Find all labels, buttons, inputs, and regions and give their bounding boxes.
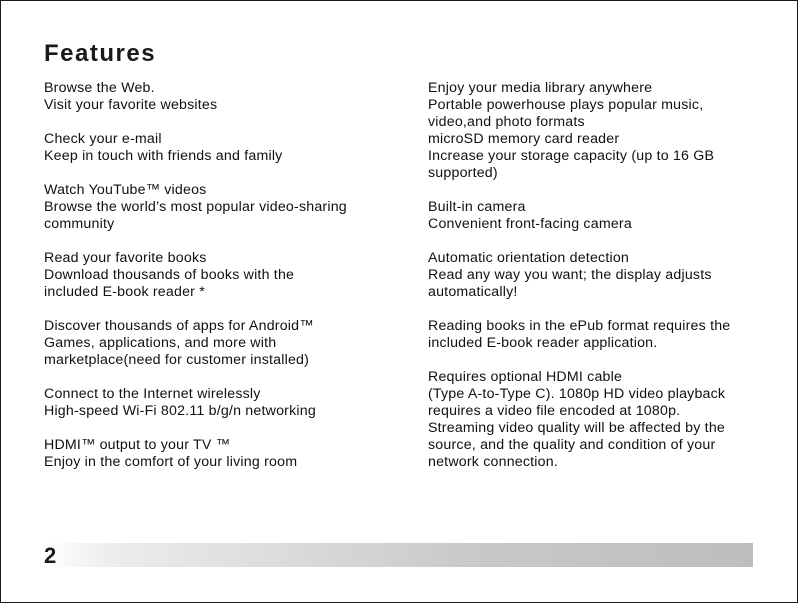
feature-line: Read any way you want; the display adjusts xyxy=(428,267,712,283)
feature-description: Browse the world’s most popular video-sharing xyxy=(44,199,347,215)
feature-line: included E-book reader application. xyxy=(428,335,658,351)
feature-description: High-speed Wi-Fi 802.11 b/g/n networking xyxy=(44,403,316,419)
feature-heading: HDMI™ output to your TV ™ xyxy=(44,437,231,453)
footer-gradient-bar xyxy=(44,543,753,567)
feature-heading: Connect to the Internet wirelessly xyxy=(44,386,261,402)
feature-heading: Check your e-mail xyxy=(44,131,162,147)
feature-description: community xyxy=(44,216,115,232)
feature-block-hdmi-note xyxy=(428,369,773,471)
feature-block-hdmi xyxy=(44,437,389,471)
feature-heading: Read your favorite books xyxy=(44,250,207,266)
feature-line: Built-in camera xyxy=(428,199,526,215)
feature-line: video,and photo formats xyxy=(428,114,585,130)
feature-block-media xyxy=(428,80,773,182)
page-number: 2 xyxy=(44,543,57,568)
feature-block-email xyxy=(44,131,389,165)
features-left-column xyxy=(44,80,389,488)
feature-line: automatically! xyxy=(428,284,518,300)
feature-line: Streaming video quality will be affected by the xyxy=(428,420,725,436)
feature-block-apps xyxy=(44,318,389,369)
feature-line: Automatic orientation detection xyxy=(428,250,630,266)
feature-block-camera xyxy=(428,199,773,233)
feature-block-web xyxy=(44,80,389,114)
page-title: Features xyxy=(44,40,157,67)
feature-line: Convenient front-facing camera xyxy=(428,216,632,232)
feature-line: source, and the quality and condition of your xyxy=(428,437,716,453)
feature-description: Visit your favorite websites xyxy=(44,97,218,113)
feature-line: Increase your storage capacity (up to 16 GB xyxy=(428,148,715,164)
feature-heading: Discover thousands of apps for Android™ xyxy=(44,318,314,334)
feature-description: Enjoy in the comfort of your living room xyxy=(44,454,298,470)
feature-line: requires a video file encoded at 1080p. xyxy=(428,403,681,419)
feature-line: Portable powerhouse plays popular music, xyxy=(428,97,704,113)
feature-line: network connection. xyxy=(428,454,558,470)
feature-description: Keep in touch with friends and family xyxy=(44,148,283,164)
feature-description: Download thousands of books with the xyxy=(44,267,295,283)
features-right-column xyxy=(428,80,773,488)
feature-description: included E-book reader * xyxy=(44,284,205,300)
feature-block-orientation xyxy=(428,250,773,301)
feature-heading: Watch YouTube™ videos xyxy=(44,182,207,198)
feature-description: Games, applications, and more with xyxy=(44,335,277,351)
feature-line: Requires optional HDMI cable xyxy=(428,369,623,385)
feature-block-books xyxy=(44,250,389,301)
feature-block-wifi xyxy=(44,386,389,420)
feature-line: Reading books in the ePub format requires the xyxy=(428,318,731,334)
feature-description: marketplace(need for customer installed) xyxy=(44,352,310,368)
feature-block-youtube xyxy=(44,182,389,233)
feature-block-epub-note xyxy=(428,318,773,352)
feature-heading: Browse the Web. xyxy=(44,80,155,96)
feature-line: microSD memory card reader xyxy=(428,131,620,147)
feature-line: Enjoy your media library anywhere xyxy=(428,80,653,96)
feature-line: supported) xyxy=(428,165,498,181)
feature-line: (Type A-to-Type C). 1080p HD video playback xyxy=(428,386,726,402)
